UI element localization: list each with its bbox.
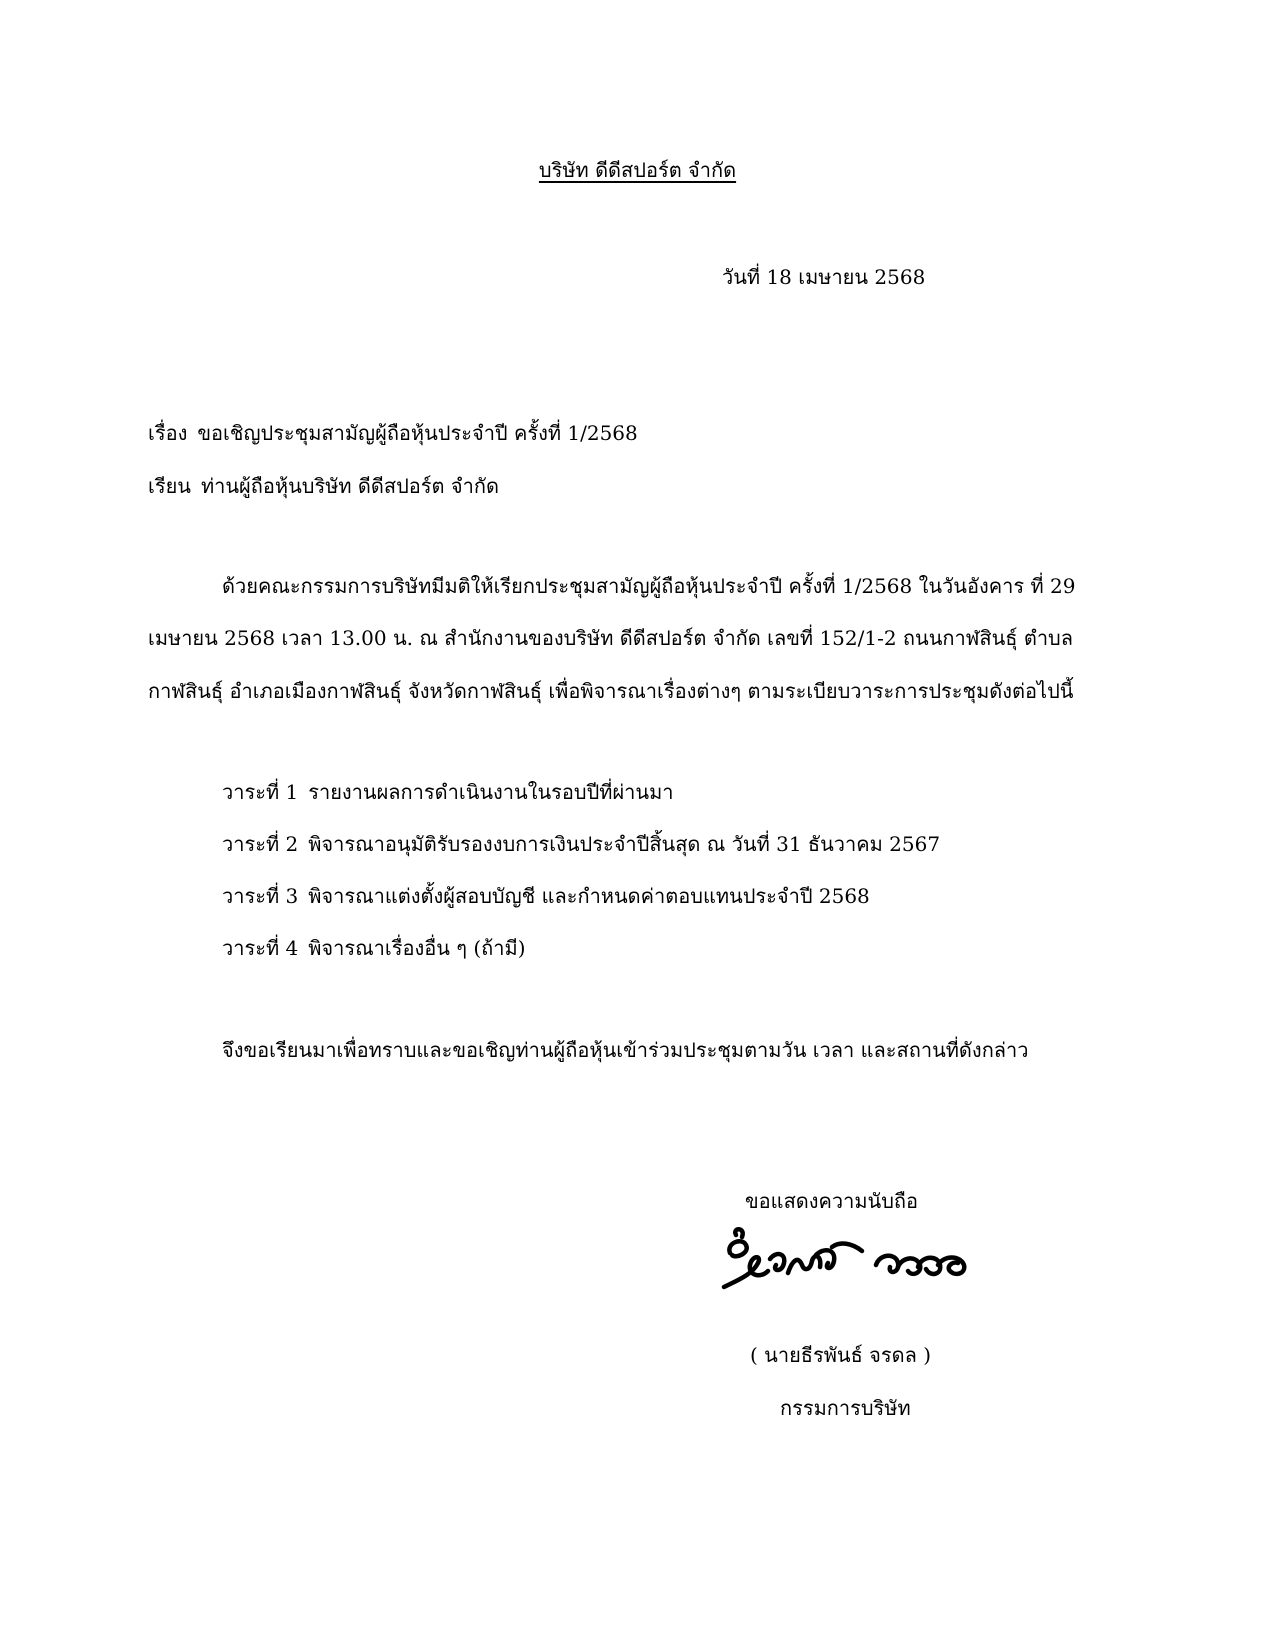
company-title: บริษัท ดีดีสปอร์ต จำกัด (538, 158, 737, 182)
signer-name: ( นายธีรพันธ์ จรดล ) (750, 1343, 932, 1367)
agenda-label: วาระที่ 4 (222, 936, 299, 960)
agenda-text: พิจารณาแต่งตั้งผู้สอบบัญชี และกำหนดค่าตอบแทนประจำปี 2568 (308, 884, 870, 908)
subject-line (148, 419, 638, 447)
body-paragraph-line: ด้วยคณะกรรมการบริษัทมีมติให้เรียกประชุมสามัญผู้ถือหุ้นประจำปี ครั้งที่ 1/2568 ในวันอังคาร ที่ 29 (222, 574, 1076, 598)
handwritten-signature (712, 1225, 982, 1305)
subject-text: ขอเชิญประชุมสามัญผู้ถือหุ้นประจำปี ครั้งที่ 1/2568 (197, 421, 638, 445)
agenda-item (222, 934, 526, 962)
recipient-text: ท่านผู้ถือหุ้นบริษัท ดีดีสปอร์ต จำกัด (200, 474, 499, 498)
agenda-item (222, 882, 870, 910)
agenda-item (222, 778, 674, 806)
agenda-text: รายงานผลการดำเนินงานในรอบปีที่ผ่านมา (308, 780, 674, 804)
recipient-line (148, 472, 499, 500)
body-paragraph-line: เมษายน 2568 เวลา 13.00 น. ณ สำนักงานของบริษัท ดีดีสปอร์ต จำกัด เลขที่ 152/1-2 ถนนกาฬสินธุ์ ตำบล (148, 626, 1073, 650)
agenda-item (222, 830, 940, 858)
agenda-text: พิจารณาอนุมัติรับรองงบการเงินประจำปีสิ้นสุด ณ วันที่ 31 ธันวาคม 2567 (308, 832, 941, 856)
subject-label: เรื่อง (148, 421, 188, 445)
agenda-label: วาระที่ 1 (222, 780, 299, 804)
signer-title: กรรมการบริษัท (780, 1396, 911, 1420)
regards-line: ขอแสดงความนับถือ (745, 1189, 919, 1213)
agenda-label: วาระที่ 2 (222, 832, 299, 856)
recipient-label: เรียน (148, 474, 191, 498)
letter-date: วันที่ 18 เมษายน 2568 (722, 265, 926, 289)
closing-line: จึงขอเรียนมาเพื่อทราบและขอเชิญท่านผู้ถือหุ้นเข้าร่วมประชุมตามวัน เวลา และสถานที่ดังกล่าว (222, 1038, 1029, 1062)
agenda-label: วาระที่ 3 (222, 884, 299, 908)
body-paragraph-line: กาฬสินธุ์ อำเภอเมืองกาฬสินธุ์ จังหวัดกาฬสินธุ์ เพื่อพิจารณาเรื่องต่างๆ ตามระเบียบวาระการประชุมดังต่อไปนี้ (148, 679, 1074, 703)
agenda-text: พิจารณาเรื่องอื่น ๆ (ถ้ามี) (308, 936, 526, 960)
